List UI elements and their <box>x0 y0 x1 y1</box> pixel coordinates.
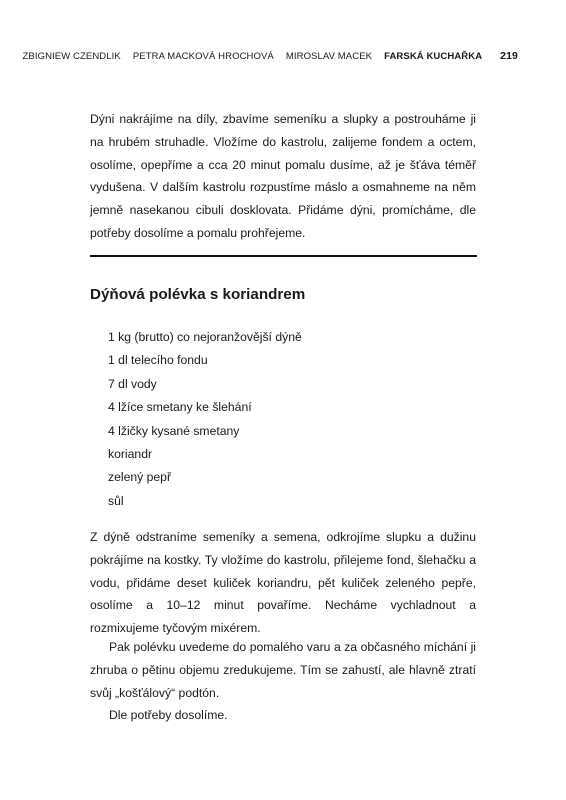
ingredient-item: koriandr <box>108 447 153 462</box>
page-number: 219 <box>500 50 518 62</box>
ingredient-item: 4 lžíce smetany ke šlehání <box>108 400 252 415</box>
author-name: PETRA MACKOVÁ HROCHOVÁ <box>132 50 274 62</box>
recipe-title: Dýňová polévka s koriandrem <box>90 286 306 303</box>
ingredient-item: zelený pepř <box>108 470 172 485</box>
author-name: MIROSLAV MACEK <box>285 50 373 62</box>
method-paragraph: Z dýně odstraníme semeníky a semena, odkrojíme slupku a dužinu pokrájíme na kostky. Ty vložíme do kastrolu, přilejeme fond, šlehačku a vodu, přidáme deset kuliček koriandru, pět kuliček zeleného pepře, osolíme a 10–12 minut povaříme. Necháme vychladnout a rozmixujeme tyčovým mixérem. <box>90 530 476 636</box>
author-name: ZBIGNIEW CZENDLIK <box>22 50 121 62</box>
ingredient-list <box>108 326 302 513</box>
ingredient-item: 1 kg (brutto) co nejoranžovější dýně <box>108 330 302 344</box>
ingredient-item: 4 lžičky kysané smetany <box>108 423 240 438</box>
section-divider <box>90 255 477 257</box>
ingredient-item: sůl <box>108 493 124 508</box>
book-title: FARSKÁ KUCHAŘKA <box>384 50 483 62</box>
running-header <box>22 47 518 65</box>
ingredient-item: 1 dl telecího fondu <box>108 353 208 368</box>
intro-paragraph: Dýni nakrájíme na díly, zbavíme semeníku a slupky a postrouháme ji na hrubém struhadle. Vložíme do kastrolu, zalijeme fondem a octem, osolíme, opepříme a cca 20 minut pomalu dusíme, až je šťáva téměř vydušena. V dalším kastrolu rozpustíme máslo a osmahneme na něm jemně nasekanou cibuli dosklovata. Přidáme dýni, promícháme, dle potřeby dosolíme a pomalu prohřejeme. <box>90 112 476 240</box>
method-paragraph: Pak polévku uvedeme do pomalého varu a za občasného míchání ji zhruba o pětinu objemu zredukujeme. Tím se zahustí, ale hlavně ztratí svůj „košťálový“ podtón. <box>90 640 476 700</box>
method-paragraph: Dle potřeby dosolíme. <box>109 708 228 722</box>
ingredient-item: 7 dl vody <box>108 376 157 391</box>
